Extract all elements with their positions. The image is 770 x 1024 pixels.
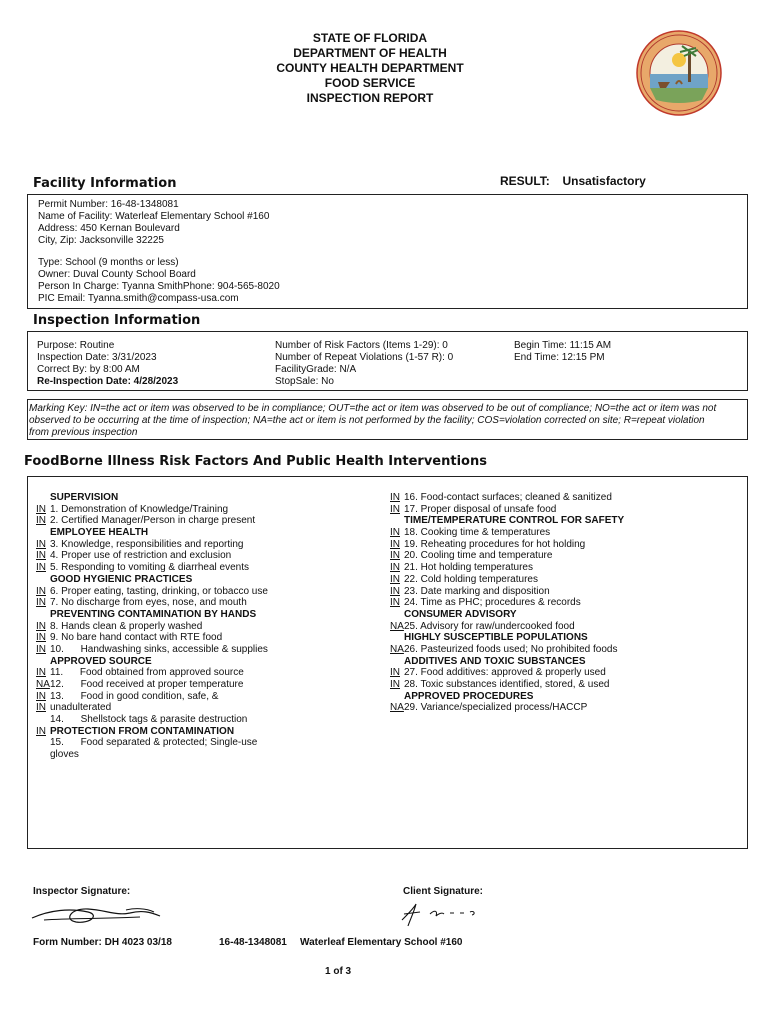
- inspector-signature-image: [30, 900, 170, 928]
- risk-category-heading: ADDITIVES AND TOXIC SUBSTANCES: [404, 655, 586, 667]
- inspection-date: Inspection Date: 3/31/2023: [37, 352, 157, 363]
- inspector-signature-label: Inspector Signature:: [33, 886, 131, 897]
- risk-item-text: 24. Time as PHC; procedures & records: [404, 597, 581, 609]
- inspection-col-3: [514, 340, 611, 364]
- risk-category-heading: SUPERVISION: [50, 492, 119, 503]
- risk-item: [390, 562, 624, 574]
- risk-item-text: 10. Handwashing sinks, accessible & supplies: [50, 643, 268, 655]
- risk-category-heading: GOOD HYGIENIC PRACTICES: [50, 573, 193, 585]
- risk-category-heading: APPROVED PROCEDURES: [404, 690, 534, 702]
- risk-item-text: 23. Date marking and disposition: [404, 585, 550, 597]
- risk-item: [36, 550, 268, 562]
- risk-item: [36, 609, 268, 621]
- risk-item-text: 4. Proper use of restriction and exclusion: [50, 550, 232, 562]
- risk-item-status: IN: [390, 527, 400, 539]
- marking-key-line-1: Marking Key: IN=the act or item was observed to be in compliance; OUT=the act or item was observed to be out of compliance; NO=the act or item was not: [29, 403, 717, 414]
- result-value: Unsatisfactory: [562, 174, 646, 188]
- risk-item-text: 8. Hands clean & properly washed: [50, 620, 203, 632]
- risk-item-status: IN: [390, 562, 400, 574]
- risk-category-heading: PROTECTION FROM CONTAMINATION: [50, 725, 235, 737]
- risk-item: [36, 539, 268, 551]
- risk-item: [36, 504, 268, 516]
- risk-category-heading: TIME/TEMPERATURE CONTROL FOR SAFETY: [404, 515, 625, 527]
- risk-item-status: IN: [36, 620, 46, 632]
- risk-item-status: IN: [36, 597, 46, 609]
- marking-key-line-3: from previous inspection: [29, 427, 138, 438]
- risk-item-status: NA: [390, 702, 404, 714]
- begin-time: Begin Time: 11:15 AM: [514, 340, 612, 351]
- header-department: DEPARTMENT OF HEALTH: [293, 46, 447, 60]
- risk-item: [390, 515, 624, 527]
- risk-item-text: 27. Food additives: approved & properly used: [404, 667, 606, 679]
- result-line: [500, 174, 646, 188]
- risk-item: [36, 562, 268, 574]
- risk-list-right: [390, 492, 624, 714]
- risk-item-status: IN: [36, 585, 46, 597]
- risk-item-text: 11. Food obtained from approved source: [50, 667, 244, 679]
- risk-item: [36, 527, 268, 539]
- risk-item-status: IN: [36, 562, 46, 574]
- marking-key-line-2: observed to be occurring at the time of inspection; NA=the act or item is not performed by the facility; COS=violation corrected on site; R=repeat violation: [29, 415, 705, 426]
- risk-item: [390, 550, 624, 562]
- risk-item-text: 6. Proper eating, tasting, drinking, or tobacco use: [50, 585, 268, 597]
- repeat-violation-count: Number of Repeat Violations (1-57 R): 0: [275, 352, 454, 363]
- risk-item: [390, 609, 624, 621]
- risk-item: [390, 679, 624, 691]
- permit-number: Permit Number: 16-48-1348081: [38, 199, 179, 210]
- risk-item: [36, 586, 268, 598]
- risk-item: [36, 621, 268, 633]
- risk-factors-box: [27, 476, 748, 849]
- risk-item-status: IN: [390, 667, 400, 679]
- risk-item: [36, 691, 268, 703]
- client-signature-label: Client Signature:: [403, 886, 484, 897]
- risk-item-text: 19. Reheating procedures for hot holding: [404, 538, 586, 550]
- risk-item-status: IN: [390, 492, 400, 503]
- risk-item-text: 29. Variance/specialized process/HACCP: [404, 702, 588, 714]
- risk-item: [36, 656, 268, 668]
- risk-item: [390, 632, 624, 644]
- risk-item: [36, 515, 268, 527]
- facility-grade: FacilityGrade: N/A: [275, 364, 357, 375]
- risk-item: [36, 644, 268, 656]
- risk-item: [36, 492, 268, 504]
- risk-item-text: 21. Hot holding temperatures: [404, 562, 533, 574]
- risk-category-heading: PREVENTING CONTAMINATION BY HANDS: [50, 608, 257, 620]
- inspection-purpose: Purpose: Routine: [37, 340, 115, 351]
- risk-item-text: 14. Shellstock tags & parasite destruction: [50, 714, 248, 726]
- risk-item-status: IN: [36, 702, 46, 714]
- risk-item-status: IN: [36, 550, 46, 562]
- risk-item: [390, 527, 624, 539]
- footer-permit-number: 16-48-1348081: [219, 937, 287, 948]
- header-food-service: FOOD SERVICE: [324, 76, 416, 90]
- risk-item: [36, 737, 268, 749]
- risk-item-status: IN: [36, 690, 46, 702]
- risk-item: [390, 702, 624, 714]
- marking-key-box: [27, 399, 748, 440]
- risk-section-title: FoodBorne Illness Risk Factors And Public Health Interventions: [24, 454, 487, 469]
- risk-item-status: IN: [390, 679, 400, 690]
- risk-item: [36, 667, 268, 679]
- risk-item-status: IN: [36, 725, 46, 737]
- risk-category-heading: HIGHLY SUSCEPTIBLE POPULATIONS: [404, 632, 588, 644]
- risk-item-status: IN: [36, 643, 46, 655]
- risk-item: [390, 539, 624, 551]
- inspection-info-box: [27, 331, 748, 391]
- facility-info-box: [27, 194, 748, 309]
- risk-item-status: IN: [390, 585, 400, 597]
- client-signature-image: [398, 900, 488, 928]
- risk-item: [36, 714, 268, 726]
- risk-item: [390, 492, 624, 504]
- risk-item-text: 7. No discharge from eyes, nose, and mouth: [50, 597, 247, 609]
- risk-item: [390, 644, 624, 656]
- page-number: 1 of 3: [325, 966, 352, 977]
- risk-item-text: 9. No bare hand contact with RTE food: [50, 632, 223, 644]
- person-in-charge: Person In Charge: Tyanna SmithPhone: 904-565-8020: [38, 281, 280, 292]
- risk-item-text: 12. Food received at proper temperature: [50, 679, 244, 690]
- facility-type: Type: School (9 months or less): [38, 257, 179, 268]
- risk-item: [36, 632, 268, 644]
- pic-email: PIC Email: Tyanna.smith@compass-usa.com: [38, 293, 239, 304]
- result-label: RESULT:: [500, 174, 550, 188]
- facility-owner: Owner: Duval County School Board: [38, 269, 196, 280]
- risk-item: [390, 691, 624, 703]
- header-state: STATE OF FLORIDA: [312, 31, 428, 45]
- risk-category-heading: CONSUMER ADVISORY: [404, 608, 517, 620]
- risk-item: [36, 597, 268, 609]
- florida-seal-icon: [636, 30, 722, 116]
- correct-by: Correct By: by 8:00 AM: [37, 364, 140, 375]
- risk-item-status: NA: [390, 620, 404, 632]
- footer-facility-name: Waterleaf Elementary School #160: [300, 937, 463, 948]
- risk-item-text: gloves: [50, 749, 79, 761]
- inspection-section-title: Inspection Information: [33, 313, 201, 328]
- risk-item-text: 1. Demonstration of Knowledge/Training: [50, 503, 229, 515]
- risk-list-left: [36, 492, 268, 761]
- stop-sale: StopSale: No: [275, 376, 334, 387]
- risk-item-text: 3. Knowledge, responsibilities and reporting: [50, 538, 244, 550]
- risk-item: [36, 749, 268, 761]
- risk-item-status: IN: [36, 538, 46, 550]
- risk-item-text: unadulterated: [50, 702, 112, 714]
- risk-item-status: IN: [390, 503, 400, 515]
- risk-item-text: 17. Proper disposal of unsafe food: [404, 503, 557, 515]
- risk-item-status: IN: [36, 503, 46, 515]
- risk-item-text: 28. Toxic substances identified, stored, & used: [404, 679, 610, 690]
- facility-section-title: Facility Information: [33, 176, 177, 191]
- end-time: End Time: 12:15 PM: [514, 352, 605, 363]
- risk-item-status: NA: [36, 679, 50, 690]
- risk-item-text: 15. Food separated & protected; Single-use: [50, 737, 258, 749]
- risk-item: [390, 574, 624, 586]
- risk-item-status: NA: [390, 643, 404, 655]
- form-number: Form Number: DH 4023 03/18: [33, 937, 172, 948]
- risk-item-status: IN: [36, 667, 46, 679]
- risk-item-status: IN: [36, 632, 46, 644]
- header-county: COUNTY HEALTH DEPARTMENT: [276, 61, 464, 75]
- report-header: [0, 31, 740, 106]
- risk-item-text: 26. Pasteurized foods used; No prohibited foods: [404, 643, 618, 655]
- risk-factor-count: Number of Risk Factors (Items 1-29): 0: [275, 340, 448, 351]
- risk-category-heading: EMPLOYEE HEALTH: [50, 527, 149, 539]
- risk-item-text: 22. Cold holding temperatures: [404, 573, 538, 585]
- inspection-col-2: [275, 340, 453, 388]
- risk-category-heading: APPROVED SOURCE: [50, 655, 152, 667]
- risk-item: [36, 702, 268, 714]
- facility-city-zip: City, Zip: Jacksonville 32225: [38, 235, 164, 246]
- risk-item-status: IN: [390, 597, 400, 609]
- risk-item: [390, 586, 624, 598]
- risk-item-text: 13. Food in good condition, safe, &: [50, 690, 219, 702]
- risk-item-text: 5. Responding to vomiting & diarrheal events: [50, 562, 250, 574]
- risk-item-status: IN: [390, 538, 400, 550]
- risk-item-text: 25. Advisory for raw/undercooked food: [404, 620, 575, 632]
- risk-item: [390, 656, 624, 668]
- risk-item: [390, 621, 624, 633]
- reinspection-date: Re-Inspection Date: 4/28/2023: [37, 376, 179, 387]
- risk-item-status: IN: [390, 573, 400, 585]
- risk-item: [390, 597, 624, 609]
- risk-item: [390, 667, 624, 679]
- risk-item-status: IN: [390, 550, 400, 562]
- facility-address: Address: 450 Kernan Boulevard: [38, 223, 180, 234]
- risk-item-text: 18. Cooking time & temperatures: [404, 527, 551, 539]
- header-report-title: INSPECTION REPORT: [306, 91, 434, 105]
- facility-name: Name of Facility: Waterleaf Elementary School #160: [38, 211, 270, 222]
- risk-item: [36, 679, 268, 691]
- risk-item-text: 20. Cooling time and temperature: [404, 550, 553, 562]
- risk-item-text: 2. Certified Manager/Person in charge present: [50, 515, 256, 527]
- risk-item-status: IN: [36, 515, 46, 527]
- risk-item-text: 16. Food-contact surfaces; cleaned & sanitized: [404, 492, 612, 503]
- inspection-col-1: [37, 340, 178, 388]
- risk-item: [36, 726, 268, 738]
- risk-item: [36, 574, 268, 586]
- risk-item: [390, 504, 624, 516]
